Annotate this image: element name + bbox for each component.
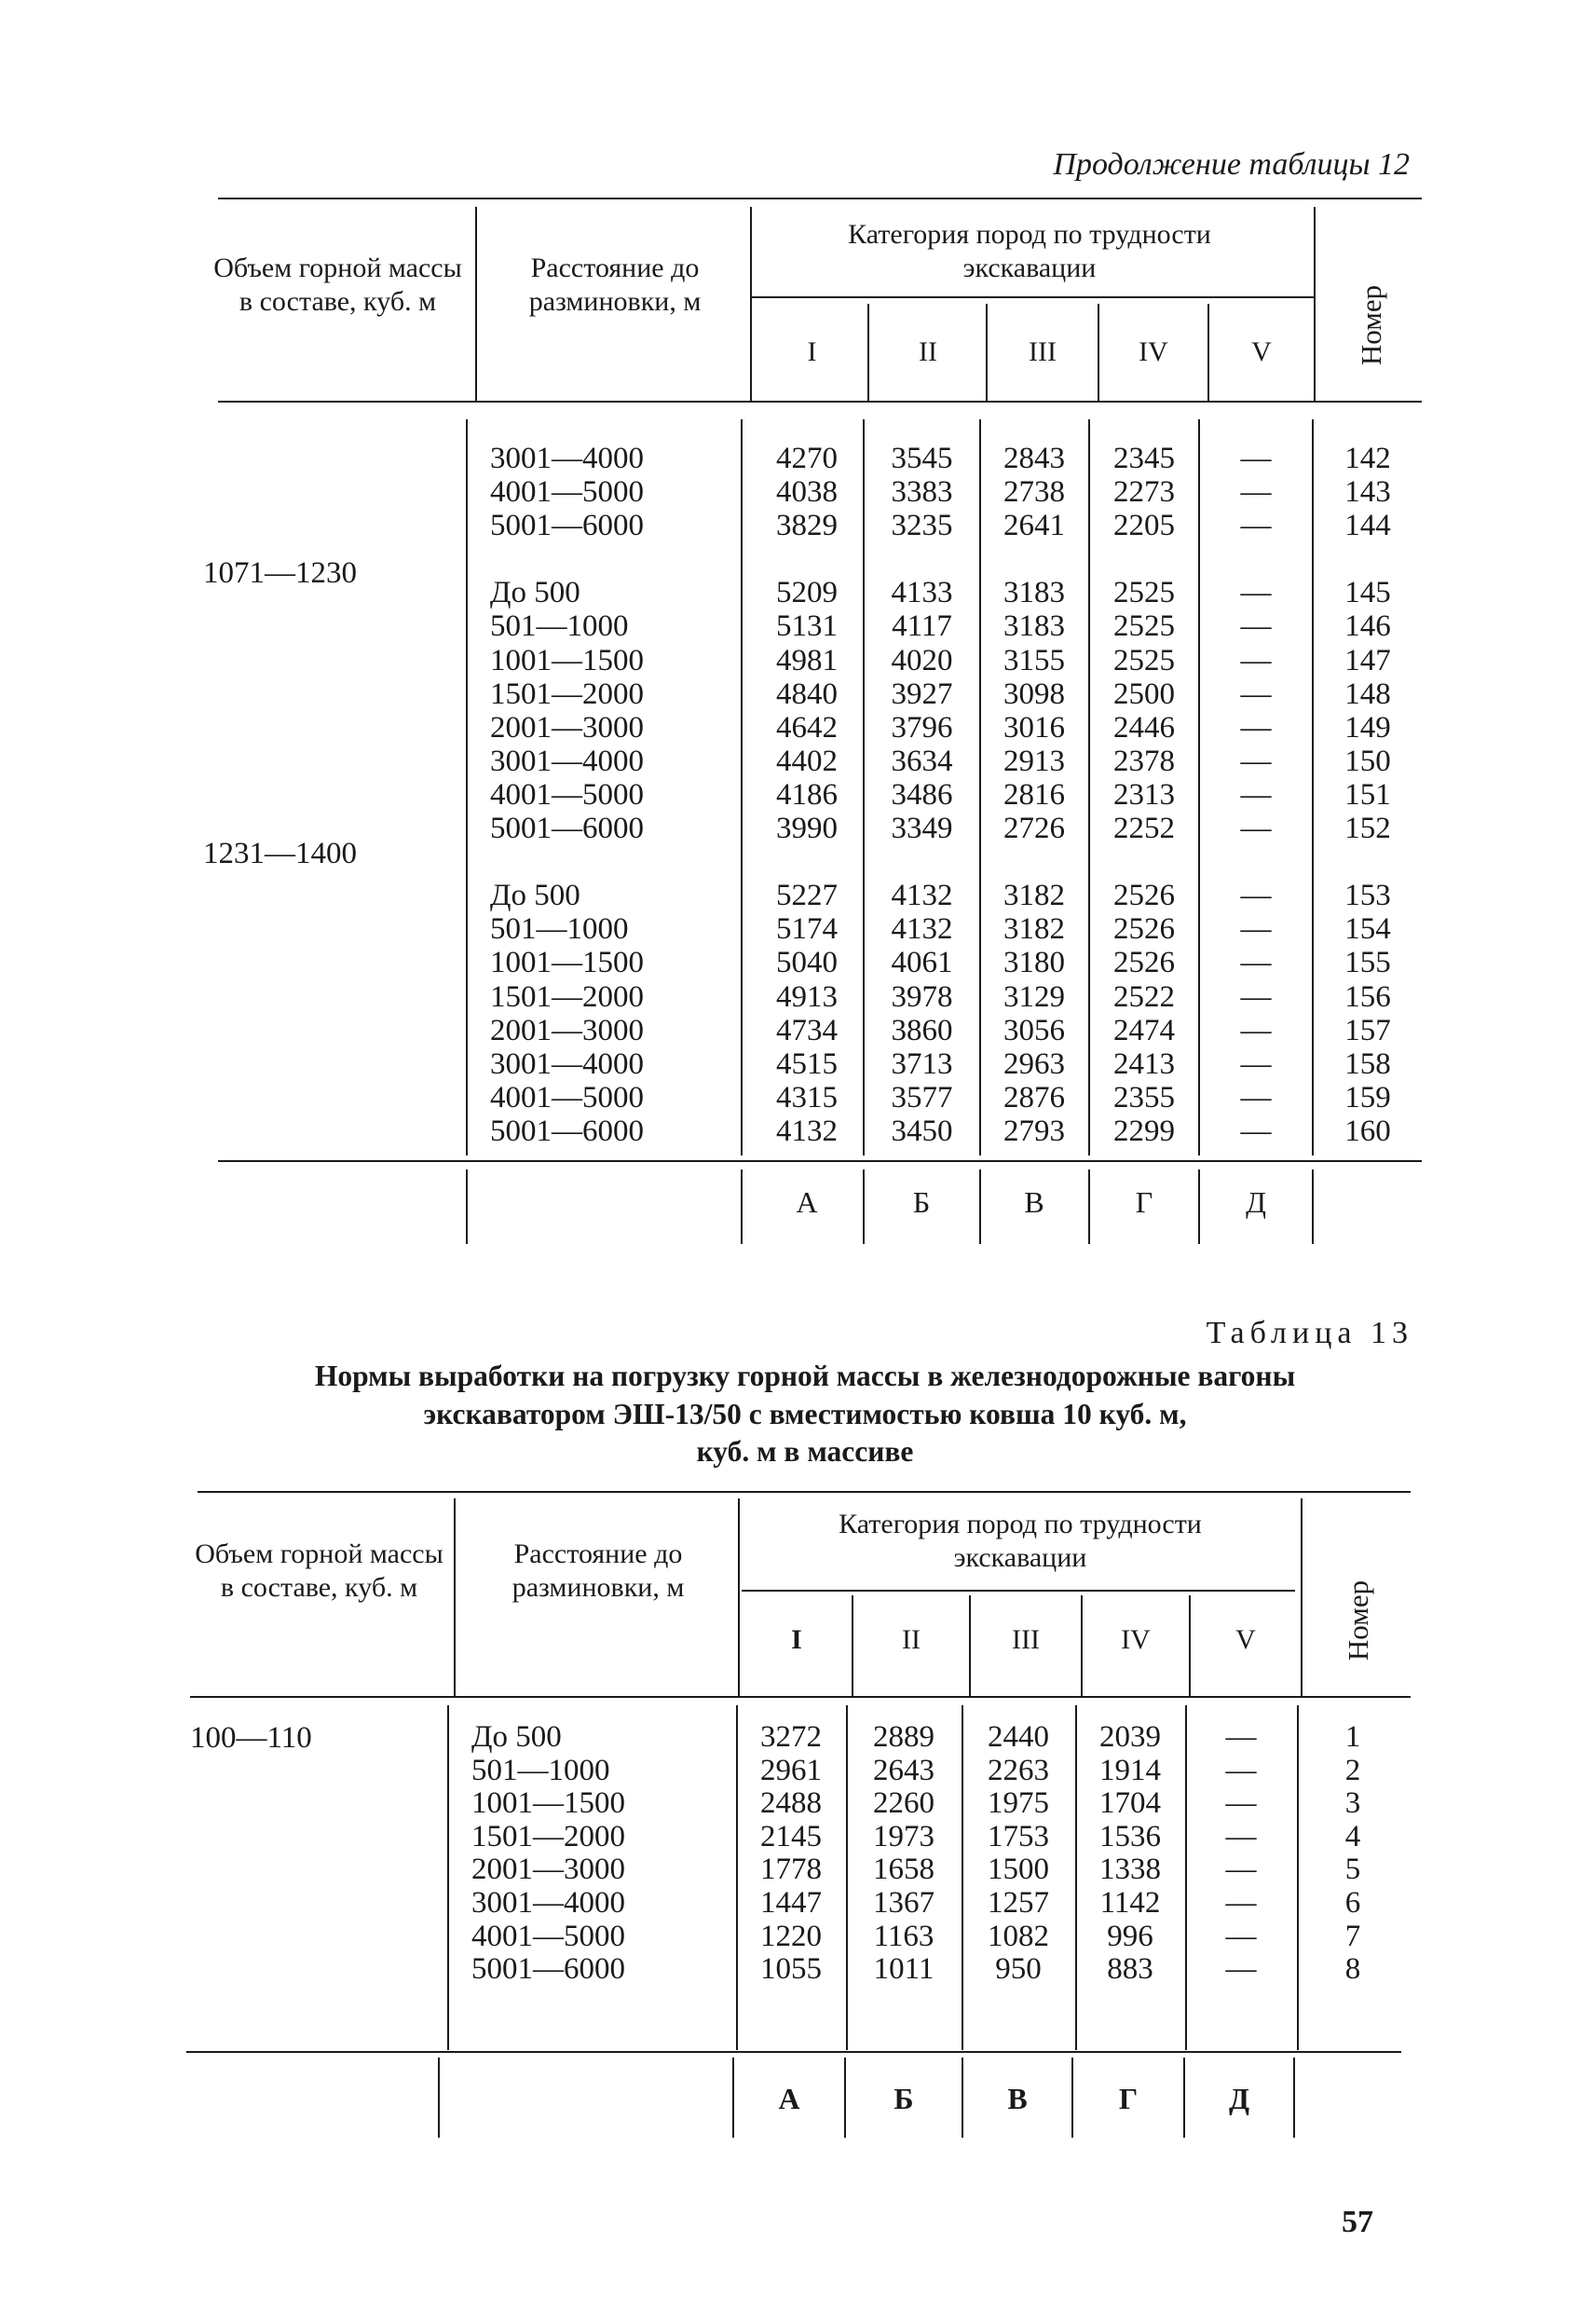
group-label: 1071—1230 <box>203 556 357 590</box>
header-category: Категория пород по трудности экскавации <box>848 219 1211 283</box>
header-cat-I: I <box>807 336 817 367</box>
header-cat-V: V <box>1251 336 1272 367</box>
footer-letter: Г <box>1118 2082 1139 2115</box>
group-label: 1231—1400 <box>203 837 357 870</box>
footer-letter: Д <box>1228 2082 1249 2115</box>
table-13-label: Таблица 13 <box>1206 1316 1413 1350</box>
header-cat-IV: IV <box>1121 1624 1151 1655</box>
header-volume: Объем горной массы в составе, куб. м <box>213 253 462 317</box>
header-cat-II: II <box>919 336 937 367</box>
cat-IV-column: 2039 1914 1704 1536 1338 1142 996 883 <box>1099 1720 1161 1987</box>
footer-letter: Б <box>893 2082 914 2115</box>
page-number: 57 <box>1342 2205 1373 2239</box>
number-column: 142 143 144 145 146 147 148 149 150 151 152 153 154 155 156 157 158 159 160 <box>1344 442 1391 1148</box>
footer-letter: В <box>1007 2082 1028 2115</box>
header-number: Номер <box>1355 284 1387 366</box>
number-column: 1 2 3 4 5 6 7 8 <box>1344 1720 1361 1987</box>
header-category: Категория пород по трудности экскавации <box>839 1509 1202 1573</box>
cat-I-column: 4270 4038 3829 5209 5131 4981 4840 4642 4402 4186 3990 5227 5174 5040 4913 4734 4515 4315 4132 <box>776 442 838 1148</box>
table-13-title-line3: куб. м в массиве <box>696 1435 914 1468</box>
distance-column: До 500 501—1000 1001—1500 1501—2000 2001—3000 3001—4000 4001—5000 5001—6000 <box>471 1720 625 1987</box>
cat-I-column: 3272 2961 2488 2145 1778 1447 1220 1055 <box>760 1720 822 1987</box>
header-cat-IV: IV <box>1139 336 1168 367</box>
group-label: 100—110 <box>190 1721 312 1755</box>
continuation-title: Продолжение таблицы 12 <box>1053 147 1410 182</box>
footer-letter: А <box>778 2082 800 2115</box>
footer-letter: В <box>1024 1185 1044 1219</box>
cat-III-column: 2440 2263 1975 1753 1500 1257 1082 950 <box>988 1720 1049 1987</box>
footer-letter: Б <box>912 1185 931 1219</box>
header-number: Номер <box>1342 1579 1374 1661</box>
table-13-title-line1: Нормы выработки на погрузку горной массы в железнодорожные вагоны <box>314 1360 1296 1392</box>
header-distance: Расстояние до разминовки, м <box>528 253 702 317</box>
header-cat-I: I <box>791 1624 802 1655</box>
cat-V-column: — — — — — — — — — — — — — — — — — — — <box>1240 442 1272 1148</box>
header-cat-V: V <box>1235 1624 1256 1655</box>
header-distance: Расстояние до разминовки, м <box>512 1538 685 1603</box>
cat-II-column: 2889 2643 2260 1973 1658 1367 1163 1011 <box>873 1720 934 1987</box>
distance-column: 3001—4000 4001—5000 5001—6000 До 500 501—1000 1001—1500 1501—2000 2001—3000 3001—4000 4001—5000 5001—6000 До 500 501—1000 1001—1500 1501—2000 2001—3000 3001—4000 4001—5000 5001—6000 <box>490 442 644 1148</box>
cat-III-column: 2843 2738 2641 3183 3183 3155 3098 3016 2913 2816 2726 3182 3182 3180 3129 3056 2963 2876 2793 <box>1003 442 1065 1148</box>
footer-letter: Д <box>1246 1185 1266 1219</box>
table-13-title-line2: экскаватором ЭШ-13/50 с вместимостью ковша 10 куб. м, <box>423 1398 1187 1430</box>
cat-IV-column: 2345 2273 2205 2525 2525 2525 2500 2446 2378 2313 2252 2526 2526 2526 2522 2474 2413 2355 2299 <box>1113 442 1175 1148</box>
cat-II-column: 3545 3383 3235 4133 4117 4020 3927 3796 3634 3486 3349 4132 4132 4061 3978 3860 3713 3577 3450 <box>891 442 953 1148</box>
header-cat-III: III <box>1012 1624 1040 1655</box>
footer-letter: Г <box>1135 1185 1153 1219</box>
footer-letter: А <box>796 1185 818 1219</box>
header-cat-III: III <box>1029 336 1057 367</box>
header-volume: Объем горной массы в составе, куб. м <box>195 1538 443 1603</box>
header-cat-II: II <box>902 1624 921 1655</box>
cat-V-column: — — — — — — — — <box>1225 1720 1257 1987</box>
